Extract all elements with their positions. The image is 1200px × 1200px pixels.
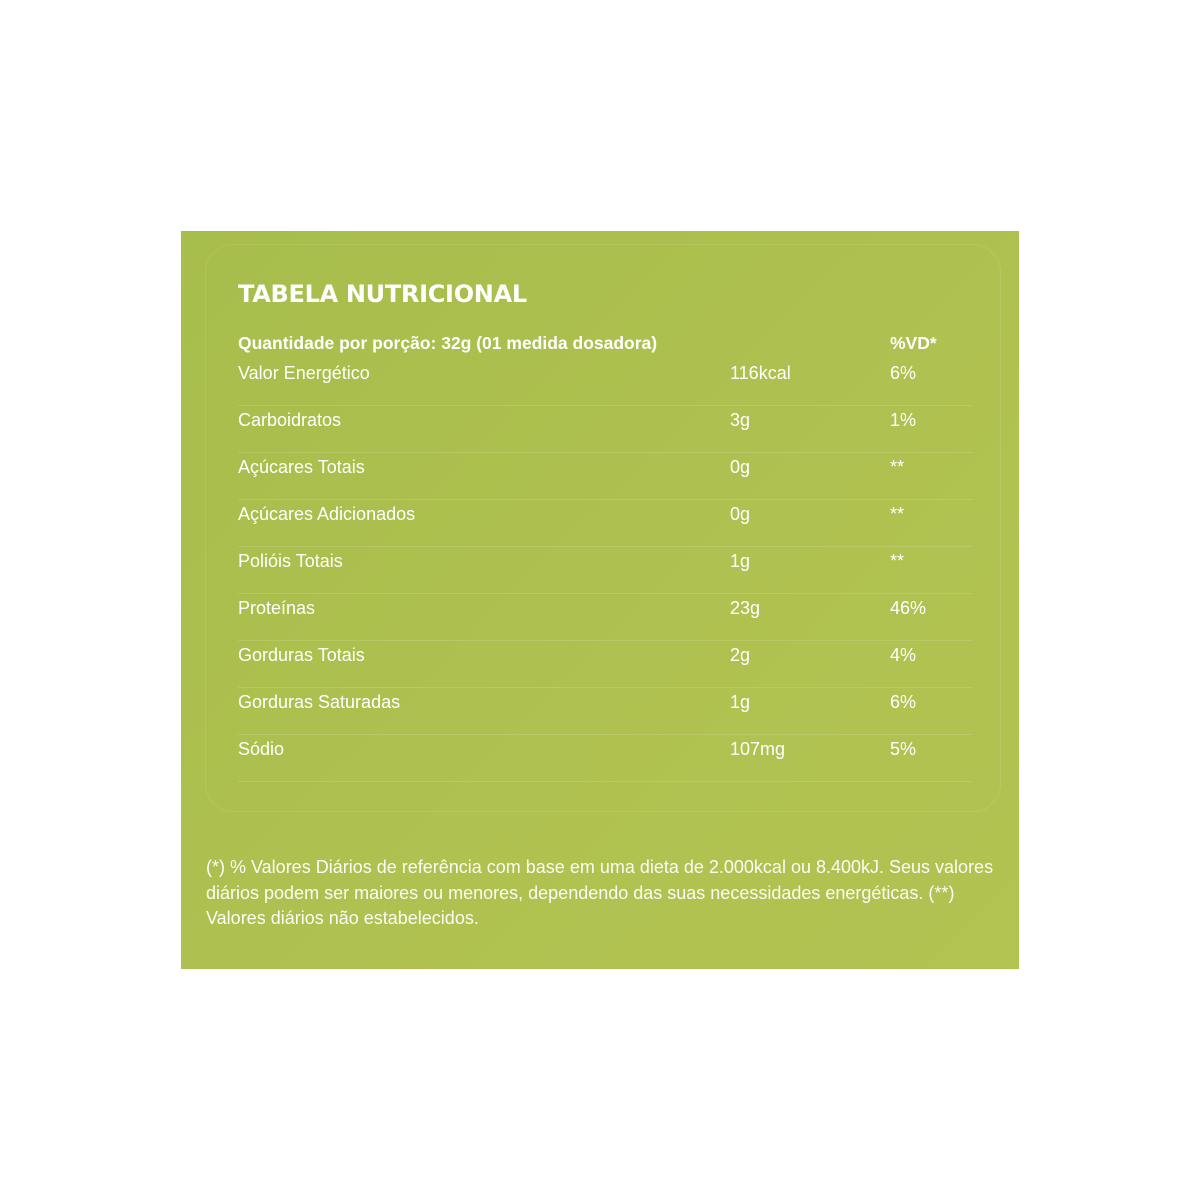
nutrient-amount: 1g (730, 692, 751, 712)
footnote: (*) % Valores Diários de referência com base em uma dieta de 2.000kcal ou 8.400kJ. Seus valores diários podem ser maiores ou menores, dependendo das suas necessidades energéticas. (**) Valores diários não estabelecidos. (206, 857, 994, 928)
table-row (238, 359, 973, 406)
nutrient-name: Polióis Totais (238, 551, 343, 571)
nutrient-name: Carboidratos (238, 410, 342, 430)
nutrient-name: Açúcares Adicionados (238, 504, 416, 524)
nutrient-amount: 1g (730, 551, 751, 571)
nutrient-amount: 3g (730, 410, 751, 430)
table-row (238, 547, 973, 594)
nutrient-name: Sódio (238, 739, 285, 759)
nutrient-name: Gorduras Totais (238, 645, 365, 665)
nutrient-amount: 0g (730, 457, 751, 477)
nutrient-name: Gorduras Saturadas (238, 692, 401, 712)
table-title: TABELA NUTRICIONAL (238, 280, 527, 308)
vd-header: %VD* (890, 333, 937, 353)
nutrient-name: Valor Energético (238, 363, 370, 383)
table-row (238, 688, 973, 735)
nutrient-amount: 2g (730, 645, 751, 665)
nutrition-table (238, 328, 973, 782)
nutrient-vd: 4% (890, 645, 917, 665)
nutrient-name: Açúcares Totais (238, 457, 365, 477)
table-row (238, 641, 973, 688)
nutrient-name: Proteínas (238, 598, 316, 618)
nutrient-vd: 6% (890, 363, 917, 383)
table-row (238, 453, 973, 500)
portion-header: Quantidade por porção: 32g (01 medida dosadora) (238, 333, 658, 353)
nutrient-vd: 46% (890, 598, 927, 618)
nutrient-vd: 1% (890, 410, 917, 430)
table-row (238, 594, 973, 641)
nutrient-vd: ** (890, 551, 905, 571)
table-row (238, 500, 973, 547)
nutrient-vd: ** (890, 457, 905, 477)
nutrient-amount: 23g (730, 598, 761, 618)
nutrient-vd: ** (890, 504, 905, 524)
table-header-row (238, 328, 973, 359)
nutrient-amount: 116kcal (730, 363, 791, 383)
nutrient-vd: 6% (890, 692, 917, 712)
nutrition-panel (181, 231, 1019, 969)
table-row (238, 406, 973, 453)
nutrient-amount: 107mg (730, 739, 786, 759)
table-row (238, 735, 973, 782)
nutrient-amount: 0g (730, 504, 751, 524)
nutrient-vd: 5% (890, 739, 917, 759)
